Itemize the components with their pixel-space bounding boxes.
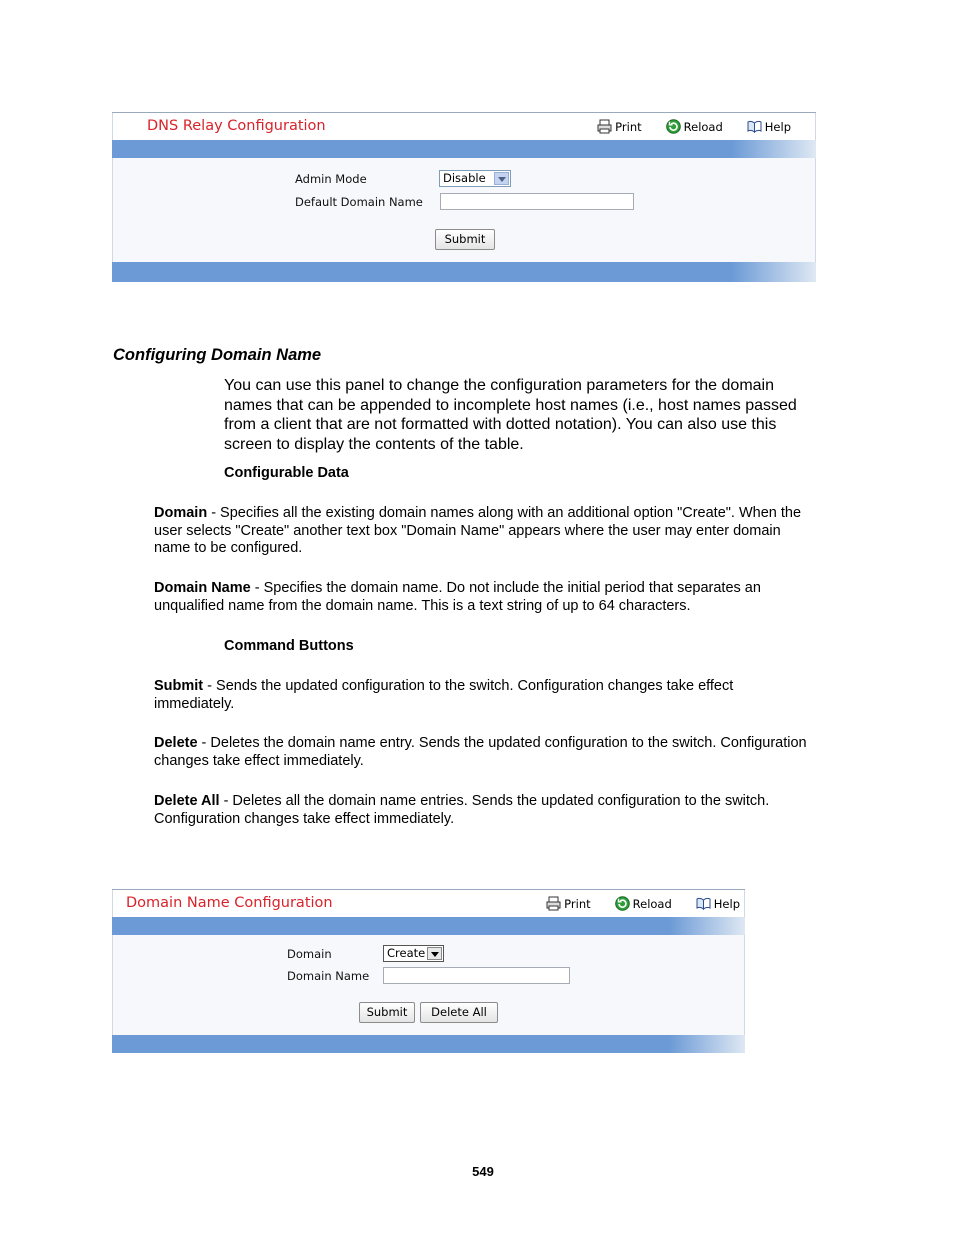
chevron-down-icon[interactable]	[427, 947, 442, 960]
footer-bar	[112, 262, 816, 282]
domain-name-label: Domain Name	[287, 969, 370, 983]
definition-line: changes take effect immediately.	[154, 753, 364, 769]
help-book-icon	[696, 896, 711, 911]
panel-toolbar	[597, 119, 791, 134]
domain-select-value: Create	[387, 946, 426, 960]
reload-button[interactable]	[615, 896, 672, 911]
submit-term: Submit	[154, 678, 204, 694]
configurable-data-heading: Configurable Data	[224, 465, 349, 481]
print-button[interactable]	[546, 896, 590, 911]
admin-mode-select[interactable]	[439, 170, 511, 187]
default-domain-label: Default Domain Name	[295, 195, 423, 209]
header-bar	[112, 140, 816, 158]
definition-line: immediately.	[154, 696, 235, 712]
delete-all-button[interactable]: Delete All	[420, 1002, 498, 1023]
definition-line	[154, 792, 769, 810]
definition-line	[154, 579, 761, 597]
reload-label: Reload	[632, 896, 672, 911]
print-button[interactable]	[597, 119, 641, 134]
definition-line: user selects "Create" another text box "Domain Name" appears where the user may enter domain	[154, 523, 781, 539]
reload-icon	[615, 896, 630, 911]
command-buttons-heading: Command Buttons	[224, 638, 354, 654]
panel-toolbar	[546, 896, 740, 911]
panel-form	[112, 158, 816, 262]
definition-line	[154, 734, 807, 752]
panel-title: Domain Name Configuration	[126, 895, 333, 911]
definition-line: Configuration changes take effect immediately.	[154, 811, 455, 827]
domain-name-desc: - Specifies the domain name. Do not include the initial period that separates an	[250, 580, 761, 596]
dns-relay-panel	[112, 112, 816, 282]
intro-line: You can use this panel to change the configuration parameters for the domain	[224, 377, 774, 394]
footer-bar	[112, 1035, 745, 1053]
panel-title: DNS Relay Configuration	[147, 118, 326, 134]
domain-term: Domain	[154, 505, 208, 521]
header-bar	[112, 917, 745, 935]
print-label: Print	[615, 119, 642, 134]
help-book-icon	[747, 119, 762, 134]
domain-label: Domain	[287, 947, 332, 961]
domain-name-term: Domain Name	[154, 580, 251, 596]
delete-all-term: Delete All	[154, 793, 220, 809]
admin-mode-label: Admin Mode	[295, 172, 367, 186]
default-domain-input[interactable]	[440, 193, 634, 210]
reload-icon	[666, 119, 681, 134]
intro-line: from a client that are not formatted with dotted notation). You can also use this	[224, 416, 777, 433]
intro-line: names that can be appended to incomplete host names (i.e., host names passed	[224, 397, 797, 414]
delete-desc: - Deletes the domain name entry. Sends the updated configuration to the switch. Configuration	[197, 735, 807, 751]
submit-button[interactable]: Submit	[435, 229, 495, 250]
help-button[interactable]	[747, 119, 791, 134]
intro-line: screen to display the contents of the table.	[224, 436, 524, 453]
help-label: Help	[713, 896, 740, 911]
panel-titlebar	[112, 113, 816, 140]
domain-name-panel	[112, 889, 745, 1053]
help-label: Help	[764, 119, 791, 134]
panel-form	[112, 935, 745, 1035]
admin-mode-value: Disable	[443, 171, 486, 185]
delete-term: Delete	[154, 735, 198, 751]
domain-desc: - Specifies all the existing domain names along with an additional option "Create". When the	[207, 505, 802, 521]
definition-line: unqualified name from the domain name. This is a text string of up to 64 characters.	[154, 598, 691, 614]
reload-label: Reload	[683, 119, 723, 134]
section-heading: Configuring Domain Name	[113, 346, 322, 364]
printer-icon	[546, 896, 561, 911]
page-number: 549	[472, 1164, 494, 1179]
domain-name-input[interactable]	[383, 967, 570, 984]
help-button[interactable]	[696, 896, 740, 911]
reload-button[interactable]	[666, 119, 723, 134]
definition-line	[154, 677, 733, 695]
printer-icon	[597, 119, 612, 134]
definition-line: name to be configured.	[154, 540, 303, 556]
panel-titlebar	[112, 890, 745, 917]
chevron-down-icon[interactable]	[494, 172, 509, 185]
submit-button[interactable]: Submit	[359, 1002, 415, 1023]
domain-select[interactable]	[383, 945, 444, 962]
definition-line	[154, 504, 801, 522]
print-label: Print	[564, 896, 591, 911]
submit-desc: - Sends the updated configuration to the switch. Configuration changes take effect	[203, 678, 734, 694]
delete-all-desc: - Deletes all the domain name entries. Sends the updated configuration to the switch.	[219, 793, 770, 809]
